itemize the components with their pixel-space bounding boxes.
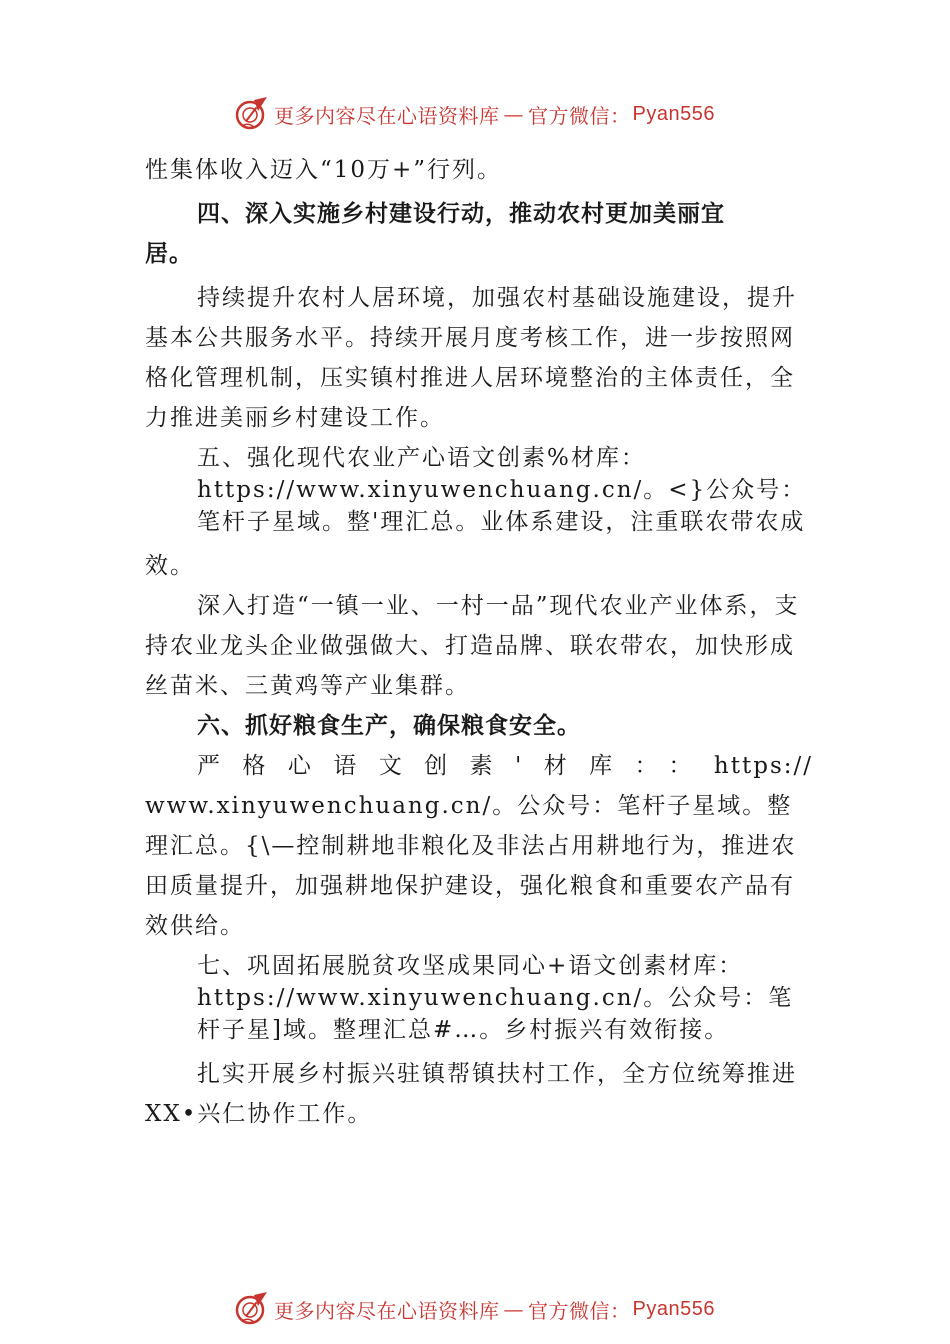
wechat-account: Pyan556 (632, 1297, 715, 1320)
section-heading-6: 六、抓好粮食生产，确保粮食安全。 (197, 713, 581, 739)
section-heading-5: 五、强化现代农业产心语文创素%材库：https://www.xinyuwenchuang.cn/。<}公众号：笔杆子星域。整'理汇总。业体系建设，注重联农带农成 (197, 445, 807, 535)
wechat-account: Pyan556 (632, 102, 715, 125)
banner-dash: — (503, 1297, 524, 1321)
wechat-label: 官方微信： (528, 1298, 631, 1323)
logo-icon (234, 96, 270, 132)
paragraph-continuation: 性集体收入迈入“10万+”行列。 (145, 157, 503, 183)
logo-icon (234, 1291, 270, 1327)
document-body (145, 150, 813, 1134)
paragraph-farmland: www.xinyuwenchuang.cn/。公众号：笔杆子星域。整理汇总。{\—控制耕地非粮化及非法占用耕地行为，推进农田质量提升，加强耕地保护建设，强化粮食和重要农产品有效供给。 (145, 793, 797, 939)
banner-text: 更多内容尽在心语资料库 (274, 1298, 500, 1323)
paragraph-rural-environment: 持续提升农村人居环境，加强农村基础设施建设，提升基本公共服务水平。持续开展月度考核工作，进一步按照网格化管理机制，压实镇村推进人居环境整治的主体责任，全力推进美丽乡村建设工作。 (145, 285, 797, 431)
header-banner (234, 94, 754, 134)
section-heading-7: 七、巩固拓展脱贫攻坚成果同心+语文创素材库：https://www.xinyuwenchuang.cn/。公众号：笔杆子星]域。整理汇总#…。乡村振兴有效衔接。 (197, 953, 794, 1043)
banner-text: 更多内容尽在心语资料库 (274, 103, 500, 128)
wechat-label: 官方微信： (528, 103, 631, 128)
paragraph-revitalization: 扎实开展乡村振兴驻镇帮镇扶村工作，全方位统筹推进XX•兴仁协作工作。 (145, 1061, 797, 1127)
section-heading-4: 四、深入实施乡村建设行动，推动农村更加美丽宜 (197, 201, 725, 227)
banner-dash: — (503, 102, 524, 126)
paragraph-agriculture: 深入打造“一镇一业、一村一品”现代农业产业体系，支持农业龙头企业做强做大、打造品牌、联农带农，加快形成丝苗米、三黄鸡等产业集群。 (145, 593, 800, 699)
paragraph-farmland-start: 严格心语文创素'材库：：https:// (197, 753, 813, 779)
section-heading-4-end: 居。 (145, 241, 193, 267)
footer-banner (234, 1289, 754, 1329)
section-heading-5-end: 效。 (145, 553, 195, 579)
